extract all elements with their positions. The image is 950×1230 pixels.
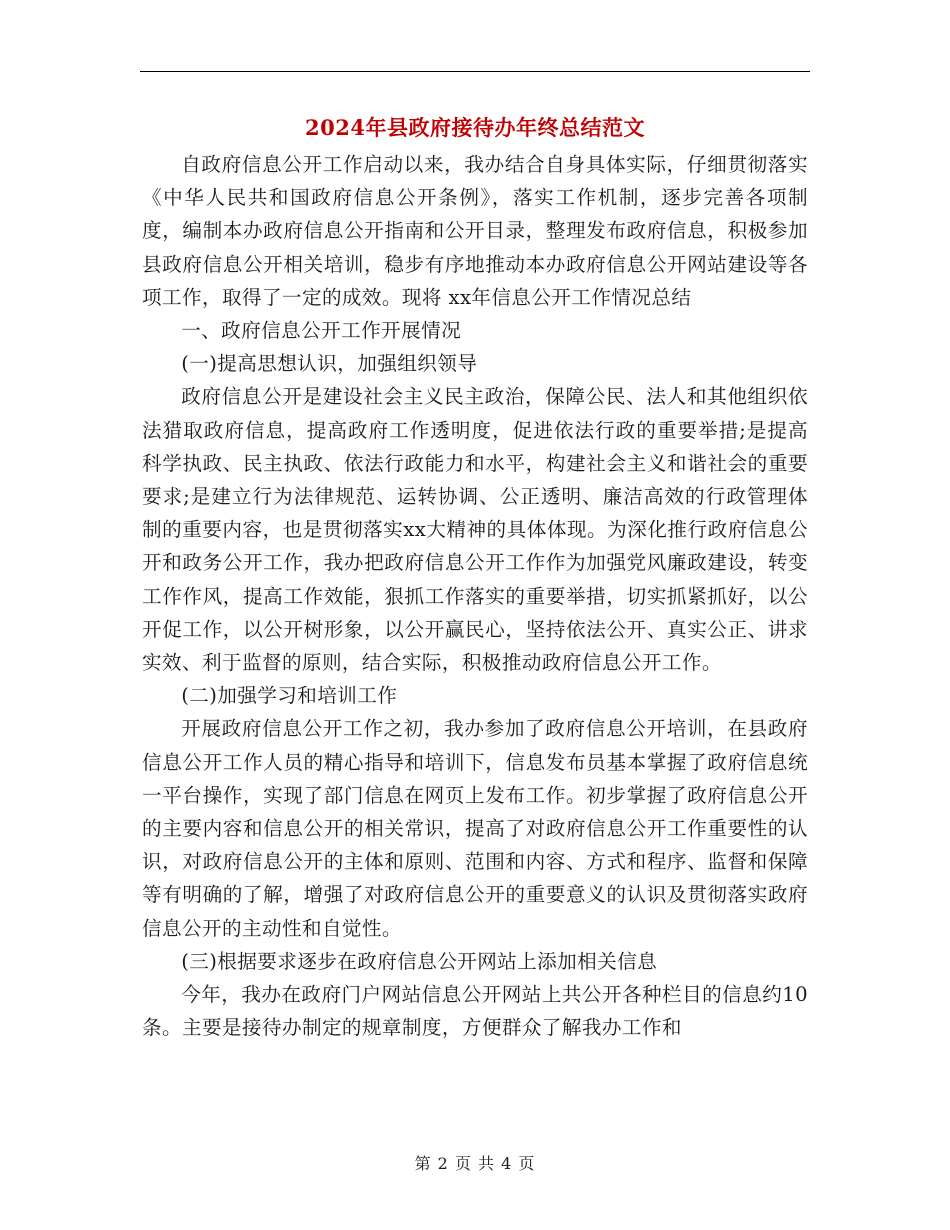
paragraph-2: 开展政府信息公开工作之初，我办参加了政府信息公开培训，在县政府信息公开工作人员的精心指导和培训下，信息发布员基本掌握了政府信息统一平台操作，实现了部门信息在网页上发布工作。初步掌握了政府信息公开的主要内容和信息公开的相关常识，提高了对政府信息公开工作重要性的认识，对政府信息公开的主体和原则、范围和内容、方式和程序、监督和保障等有明确的了解，增强了对政府信息公开的重要意义的认识及贯彻落实政府信息公开的主动性和自觉性。 (142, 717, 808, 940)
subsection-heading-2: (二)加强学习和培训工作 (181, 684, 398, 708)
document-body (142, 148, 808, 1044)
paragraph-intro: 自政府信息公开工作启动以来，我办结合自身具体实际，仔细贯彻落实《中华人民共和国政府信息公开条例》，落实工作机制，逐步完善各项制度，编制本办政府信息公开指南和公开目录，整理发布政府信息，积极参加县政府信息公开相关培训，稳步有序地推动本办政府信息公开网站建设等各项工作，取得了一定的成效。现将 xx年信息公开工作情况总结 (142, 153, 808, 309)
page-footer: 第 2 页 共 4 页 (414, 1154, 536, 1173)
document-title: 2024年县政府接待办年终总结范文 (305, 115, 645, 140)
paragraph-3: 今年，我办在政府门户网站信息公开网站上共公开各种栏目的信息约10条。主要是接待办制定的规章制度，方便群众了解我办工作和 (142, 983, 808, 1040)
subsection-heading-3: (三)根据要求逐步在政府信息公开网站上添加相关信息 (181, 949, 658, 973)
section-heading-1: 一、政府信息公开工作开展情况 (181, 319, 462, 343)
paragraph-1: 政府信息公开是建设社会主义民主政治，保障公民、法人和其他组织依法猎取政府信息，提高政府工作透明度，促进依法行政的重要举措;是提高科学执政、民主执政、依法行政能力和水平，构建社会主义和谐社会的重要要求;是建立行为法律规范、运转协调、公正透明、廉洁高效的行政管理体制的重要内容，也是贯彻落实xx大精神的具体体现。为深化推行政府信息公开和政务公开工作，我办把政府信息公开工作作为加强党风廉政建设，转变工作作风，提高工作效能，狠抓工作落实的重要举措，切实抓紧抓好，以公开促工作，以公开树形象，以公开赢民心，坚持依法公开、真实公正、讲求实效、利于监督的原则，结合实际，积极推动政府信息公开工作。 (142, 385, 808, 675)
subsection-heading-1: (一)提高思想认识，加强组织领导 (181, 352, 478, 376)
header-rule (140, 71, 810, 72)
